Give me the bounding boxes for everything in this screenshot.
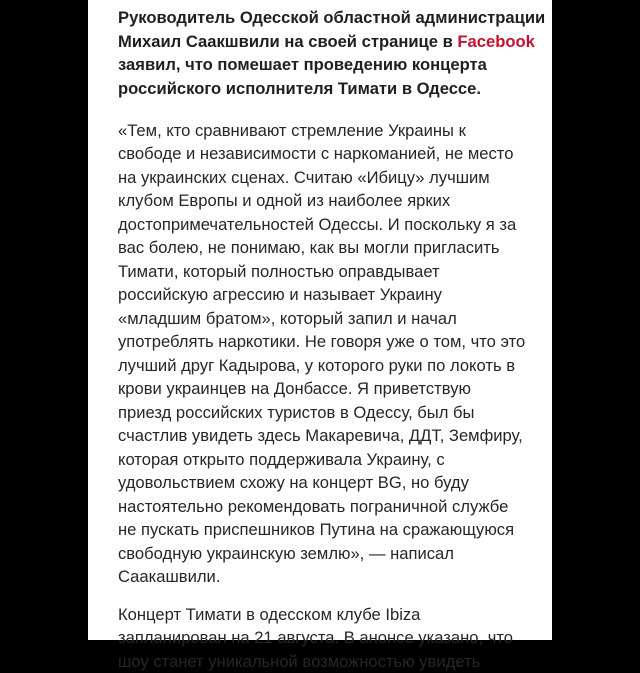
- quote-line: которая открыто поддерживала Украину, с: [118, 449, 445, 469]
- closing-line: шоу станет уникальной возможностью увидеть: [118, 651, 481, 671]
- quote-line: свободную украинскую землю», — написал: [118, 543, 454, 563]
- quote-line: клубом Европы и одной из наиболее ярких: [118, 191, 451, 211]
- quote-line: не пускать приспешников Путина на сражающуюся: [118, 520, 515, 540]
- article-sheet: [88, 0, 552, 671]
- lead-line: Руководитель Одесской областной администрации: [118, 8, 546, 27]
- quote-line: Саакашвили.: [118, 567, 221, 587]
- closing-paragraph: [118, 603, 530, 673]
- lead-line: заявил, что помешает проведению концерта: [118, 55, 487, 75]
- quote-line: счастлив увидеть здесь Макаревича, ДДТ, Земфиру,: [118, 426, 523, 446]
- quote-line: на украинских сценах. Считаю «Ибицу» лучшим: [118, 167, 490, 187]
- quote-line: лучший друг Кадырова, у которого руки по локоть в: [118, 355, 516, 375]
- quote-line: настоятельно рекомендовать пограничной службе: [118, 496, 509, 516]
- quote-line: Тимати, который полностью оправдывает: [118, 261, 440, 281]
- lead-line-text: Михаил Саакшвили на своей странице в: [118, 31, 458, 51]
- closing-line: Концерт Тимати в одесском клубе Ibiza: [118, 604, 421, 624]
- quote-line: «Тем, кто сравнивают стремление Украины к: [118, 120, 466, 140]
- quote-line: вас болею, не понимаю, как вы могли пригласить: [118, 238, 500, 258]
- quote-paragraph: [118, 119, 530, 589]
- lead-paragraph: [118, 6, 546, 101]
- quote-line: свободе и независимости с наркоманией, не место: [118, 144, 514, 164]
- article-body: [118, 6, 546, 673]
- lead-line: [118, 30, 535, 54]
- facebook-link[interactable]: Facebook: [457, 31, 535, 51]
- quote-line: употреблять наркотики. Не говоря уже о том, что это: [118, 332, 526, 352]
- quote-line: удовольствием схожу на концерт BG, но буду: [118, 473, 469, 493]
- quote-line: приезд российских туристов в Одессу, был бы: [118, 402, 475, 422]
- lead-line: российского исполнителя Тимати в Одессе.: [118, 79, 482, 99]
- quote-line: «младшим братом», который запил и начал: [118, 308, 457, 328]
- quote-line: достопримечательностей Одессы. И поскольку я за: [118, 214, 517, 234]
- quote-line: крови украинцев на Донбассе. Я приветствую: [118, 379, 471, 399]
- closing-line: запланирован на 21 августа. В анонсе указано, что: [118, 628, 513, 648]
- quote-line: российскую агрессию и называет Украину: [118, 285, 442, 305]
